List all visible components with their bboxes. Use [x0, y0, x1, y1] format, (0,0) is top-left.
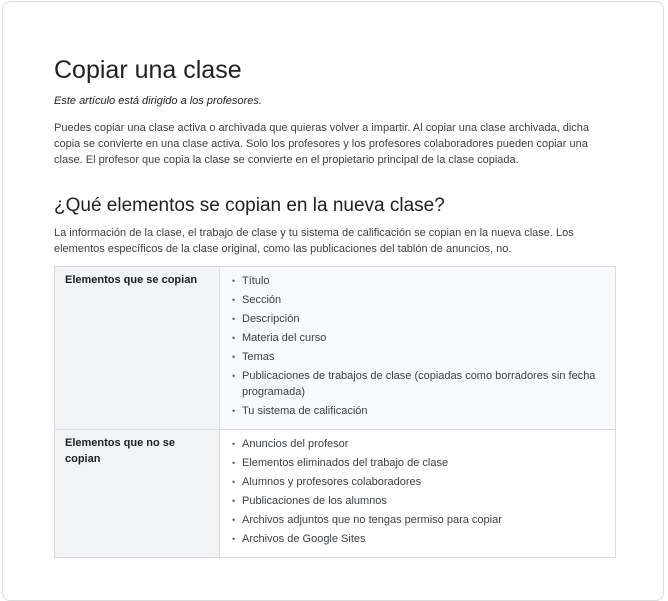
list-item: • Título	[232, 273, 605, 289]
list-item: • Archivos de Google Sites	[232, 531, 605, 547]
list-item: • Publicaciones de los alumnos	[232, 493, 605, 509]
section-intro: La información de la clase, el trabajo de clase y tu sistema de calificación se copian en la nueva clase. Los elementos específicos de la clase original, como las publicaciones del tablón de anuncios, no.	[54, 227, 574, 255]
list-item: • Sección	[232, 292, 605, 308]
not-copied-items-list	[232, 436, 605, 547]
row-label: Elementos que no se copian	[55, 430, 220, 558]
article-card	[2, 1, 664, 601]
list-item: • Archivos adjuntos que no tengas permiso para copiar	[232, 512, 605, 528]
section-heading: ¿Qué elementos se copian en la nueva clase?	[54, 195, 445, 216]
copied-items-list	[232, 273, 605, 419]
list-item: • Temas	[232, 349, 605, 365]
page-title: Copiar una clase	[54, 56, 242, 84]
list-item: • Tu sistema de calificación	[232, 403, 605, 419]
list-item: • Alumnos y profesores colaboradores	[232, 474, 605, 490]
list-item: • Anuncios del profesor	[232, 436, 605, 452]
audience-note: Este artículo está dirigido a los profesores.	[54, 95, 262, 107]
list-item: • Elementos eliminados del trabajo de clase	[232, 455, 605, 471]
copy-elements-table	[54, 266, 616, 558]
table-row-copied	[55, 267, 616, 430]
row-label: Elementos que se copian	[55, 267, 220, 430]
article-content	[54, 54, 616, 558]
list-item: • Publicaciones de trabajos de clase (copiadas como borradores sin fecha programada)	[232, 368, 605, 400]
intro-paragraph: Puedes copiar una clase activa o archivada que quieras volver a impartir. Al copiar una clase archivada, dicha copia se convierte en una clase activa. Solo los profesores y los profesores colaboradores pueden copiar una clase. El profesor que copia la clase se convierte en el propietario principal de la clase copiada.	[54, 122, 590, 166]
list-item: • Descripción	[232, 311, 605, 327]
table-row-not-copied	[55, 430, 616, 558]
list-item: • Materia del curso	[232, 330, 605, 346]
